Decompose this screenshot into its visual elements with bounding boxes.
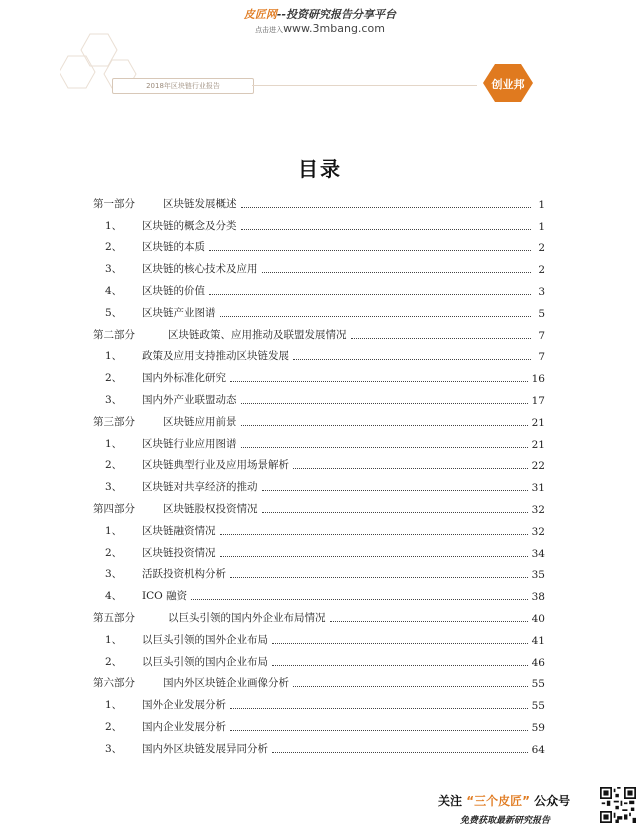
toc-page-number: 5 bbox=[538, 307, 545, 320]
follow-suffix: 公众号 bbox=[534, 794, 571, 808]
toc-section-row[interactable] bbox=[93, 669, 545, 691]
toc-subsection-row[interactable] bbox=[93, 625, 545, 647]
footer-follow-text bbox=[438, 792, 570, 809]
toc-entry-title: 区块链产业图谱 bbox=[142, 306, 216, 319]
toc-number: 3、 bbox=[105, 263, 123, 276]
toc-number: 4、 bbox=[105, 590, 123, 603]
toc-leader-dots bbox=[241, 207, 532, 208]
toc-page-number: 1 bbox=[538, 198, 545, 211]
toc-section-row[interactable] bbox=[93, 320, 545, 342]
toc-page-number: 2 bbox=[538, 242, 545, 255]
toc-section-row[interactable] bbox=[93, 407, 545, 429]
brand-line bbox=[0, 8, 640, 22]
toc-number: 1、 bbox=[105, 524, 123, 537]
toc-number: 3、 bbox=[105, 742, 123, 755]
toc-leader-dots bbox=[220, 316, 532, 317]
toc-number: 5、 bbox=[105, 306, 123, 319]
toc-page-number: 21 bbox=[531, 416, 545, 429]
brand-tagline: --投资研究报告分享平台 bbox=[276, 8, 397, 21]
toc-page-number: 41 bbox=[531, 634, 545, 647]
toc-section-row[interactable] bbox=[93, 189, 545, 211]
toc-entry-title: 国内企业发展分析 bbox=[142, 720, 226, 733]
toc-page-number: 35 bbox=[531, 569, 545, 582]
brand-name[interactable]: 皮匠网 bbox=[243, 8, 277, 21]
toc-section-row[interactable] bbox=[93, 494, 545, 516]
toc-entry-title: 国内外标准化研究 bbox=[142, 372, 226, 385]
toc-subsection-row[interactable] bbox=[93, 647, 545, 669]
toc-leader-dots bbox=[262, 272, 532, 273]
toc-number: 1、 bbox=[105, 437, 123, 450]
toc-number: 第六部分 bbox=[93, 677, 135, 690]
toc-entry-title: 区块链的概念及分类 bbox=[142, 219, 237, 232]
toc-leader-dots bbox=[209, 294, 531, 295]
toc-number: 1、 bbox=[105, 219, 123, 232]
toc-subsection-row[interactable] bbox=[93, 690, 545, 712]
site-prefix: 点击进入 bbox=[255, 26, 284, 34]
toc-subsection-row[interactable] bbox=[93, 429, 545, 451]
toc-number: 2、 bbox=[105, 655, 123, 668]
toc-number: 3、 bbox=[105, 393, 123, 406]
qr-code-icon[interactable] bbox=[600, 787, 636, 823]
toc-page-number: 64 bbox=[531, 743, 545, 756]
toc-number: 第一部分 bbox=[93, 197, 135, 210]
toc-page-number: 1 bbox=[538, 220, 545, 233]
toc-page-number: 38 bbox=[531, 591, 545, 604]
toc-number: 1、 bbox=[105, 350, 123, 363]
toc-entry-title: 区块链的核心技术及应用 bbox=[142, 263, 258, 276]
toc-leader-dots bbox=[241, 229, 532, 230]
header-divider bbox=[252, 85, 477, 86]
toc-number: 第二部分 bbox=[93, 328, 135, 341]
toc-entry-title: 以巨头引领的国内外企业布局情况 bbox=[168, 611, 326, 624]
toc-leader-dots bbox=[272, 752, 528, 753]
toc-page-number: 34 bbox=[531, 547, 545, 560]
toc-leader-dots bbox=[351, 338, 532, 339]
toc-entry-title: 区块链应用前景 bbox=[163, 415, 237, 428]
toc-subsection-row[interactable] bbox=[93, 276, 545, 298]
toc-subsection-row[interactable] bbox=[93, 342, 545, 364]
toc-leader-dots bbox=[241, 403, 528, 404]
toc-leader-dots bbox=[230, 708, 528, 709]
toc-leader-dots bbox=[209, 250, 531, 251]
toc-subsection-row[interactable] bbox=[93, 298, 545, 320]
toc-number: 4、 bbox=[105, 284, 123, 297]
toc-leader-dots bbox=[262, 490, 528, 491]
toc-subsection-row[interactable] bbox=[93, 451, 545, 473]
follow-prefix: 关注 bbox=[438, 794, 463, 808]
toc-subsection-row[interactable] bbox=[93, 538, 545, 560]
toc-subsection-row[interactable] bbox=[93, 233, 545, 255]
toc-entry-title: 国内外区块链企业画像分析 bbox=[163, 677, 289, 690]
toc-page-number: 46 bbox=[531, 656, 545, 669]
toc-page-number: 3 bbox=[538, 285, 545, 298]
toc-page-number: 32 bbox=[531, 525, 545, 538]
toc-number: 1、 bbox=[105, 699, 123, 712]
toc-entry-title: 国外企业发展分析 bbox=[142, 699, 226, 712]
toc-subsection-row[interactable] bbox=[93, 712, 545, 734]
toc-leader-dots bbox=[220, 556, 528, 557]
toc-leader-dots bbox=[272, 665, 528, 666]
toc-entry-title: ICO 融资 bbox=[142, 590, 188, 603]
toc-number: 2、 bbox=[105, 720, 123, 733]
toc-entry-title: 以巨头引领的国内企业布局 bbox=[142, 655, 268, 668]
toc-page-number: 55 bbox=[531, 678, 545, 691]
toc-number: 2、 bbox=[105, 241, 123, 254]
toc-subsection-row[interactable] bbox=[93, 734, 545, 756]
toc-leader-dots bbox=[191, 599, 527, 600]
toc-leader-dots bbox=[241, 447, 528, 448]
toc-number: 第四部分 bbox=[93, 502, 135, 515]
toc-page-number: 40 bbox=[531, 612, 545, 625]
toc-entry-title: 国内外区块链发展异同分析 bbox=[142, 742, 268, 755]
site-url-link[interactable]: www.3mbang.com bbox=[283, 22, 385, 35]
follow-account-name: “三个皮匠” bbox=[466, 794, 530, 808]
toc-page-number: 17 bbox=[531, 394, 545, 407]
toc-subsection-row[interactable] bbox=[93, 516, 545, 538]
toc-leader-dots bbox=[262, 512, 528, 513]
toc-entry-title: 以巨头引领的国外企业布局 bbox=[142, 633, 268, 646]
toc-leader-dots bbox=[230, 730, 528, 731]
toc-page-number: 7 bbox=[538, 351, 545, 364]
toc-page-number: 21 bbox=[531, 438, 545, 451]
toc-entry-title: 区块链融资情况 bbox=[142, 524, 216, 537]
page-title: 目录 bbox=[298, 157, 342, 181]
toc-entry-title: 区块链的本质 bbox=[142, 241, 205, 254]
toc-leader-dots bbox=[330, 621, 528, 622]
toc-number: 2、 bbox=[105, 459, 123, 472]
footer-subtext: 免费获取最新研究报告 bbox=[460, 816, 551, 826]
toc-number: 第五部分 bbox=[93, 611, 135, 624]
toc-page-number: 16 bbox=[531, 373, 545, 386]
toc-leader-dots bbox=[272, 643, 528, 644]
toc-entry-title: 区块链政策、应用推动及联盟发展情况 bbox=[168, 328, 347, 341]
toc-page-number: 7 bbox=[538, 329, 545, 342]
toc-number: 3、 bbox=[105, 568, 123, 581]
toc-subsection-row[interactable] bbox=[93, 254, 545, 276]
toc-page-number: 32 bbox=[531, 503, 545, 516]
toc-section-row[interactable] bbox=[93, 603, 545, 625]
toc-entry-title: 区块链对共享经济的推动 bbox=[142, 481, 258, 494]
toc-page-number: 22 bbox=[531, 460, 545, 473]
toc-entry-title: 区块链发展概述 bbox=[163, 197, 237, 210]
toc-subsection-row[interactable] bbox=[93, 581, 545, 603]
toc-number: 3、 bbox=[105, 481, 123, 494]
company-logo-text: 创业邦 bbox=[491, 78, 525, 91]
toc-page-number: 55 bbox=[531, 700, 545, 713]
toc-entry-title: 区块链的价值 bbox=[142, 284, 205, 297]
toc-entry-title: 政策及应用支持推动区块链发展 bbox=[142, 350, 289, 363]
toc-leader-dots bbox=[293, 686, 528, 687]
toc-leader-dots bbox=[230, 577, 528, 578]
toc-leader-dots bbox=[293, 359, 531, 360]
toc-page-number: 31 bbox=[531, 482, 545, 495]
toc-subsection-row[interactable] bbox=[93, 211, 545, 233]
toc-subsection-row[interactable] bbox=[93, 560, 545, 582]
toc-entry-title: 区块链股权投资情况 bbox=[163, 502, 258, 515]
toc-entry-title: 国内外产业联盟动态 bbox=[142, 393, 237, 406]
toc-subsection-row[interactable] bbox=[93, 385, 545, 407]
toc-leader-dots bbox=[230, 381, 528, 382]
toc-entry-title: 区块链投资情况 bbox=[142, 546, 216, 559]
toc-entry-title: 区块链行业应用图谱 bbox=[142, 437, 237, 450]
toc-number: 2、 bbox=[105, 372, 123, 385]
toc-number: 1、 bbox=[105, 633, 123, 646]
toc-number: 2、 bbox=[105, 546, 123, 559]
table-of-contents bbox=[93, 189, 545, 756]
toc-entry-title: 区块链典型行业及应用场景解析 bbox=[142, 459, 289, 472]
toc-leader-dots bbox=[241, 425, 528, 426]
toc-number: 第三部分 bbox=[93, 415, 135, 428]
toc-page-number: 59 bbox=[531, 721, 545, 734]
toc-page-number: 2 bbox=[538, 264, 545, 277]
toc-subsection-row[interactable] bbox=[93, 363, 545, 385]
toc-leader-dots bbox=[220, 534, 528, 535]
report-label-bar: 2018年区块链行业报告 bbox=[112, 78, 254, 94]
toc-subsection-row[interactable] bbox=[93, 472, 545, 494]
toc-entry-title: 活跃投资机构分析 bbox=[142, 568, 226, 581]
toc-leader-dots bbox=[293, 468, 528, 469]
